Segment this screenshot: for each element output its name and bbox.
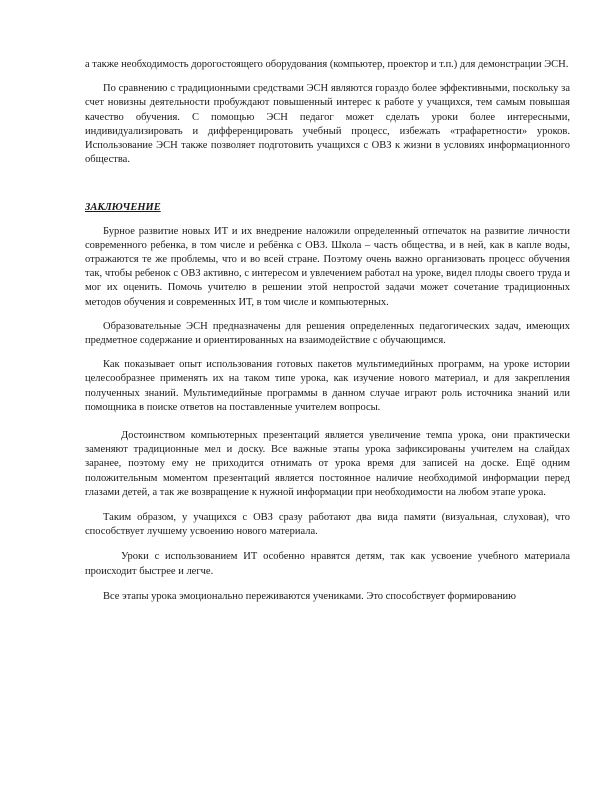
paragraph: Как показывает опыт использования готовых пакетов мультимедийных программ, на уроке истории целесообразнее применять их на таком типе урока, как изучение нового материал, и для закрепления полученных знаний. Мультимедийные программы в данном случае играют роль источника знаний или помощника в поиске ответов на поставленные учителем вопросы. [85, 359, 570, 413]
paragraph: Все этапы урока эмоционально переживаются учениками. Это способствует формированию [103, 590, 517, 602]
page-content [85, 58, 570, 604]
section-heading: ЗАКЛЮЧЕНИЕ [85, 202, 161, 214]
paragraph: Достоинством компьютерных презентаций является увеличение темпа урока, они практически заменяют традиционные мел и доску. Все важные этапы урока зафиксированы учителем на слайдах заранее, поэтому ему не приходится отнимать от урока время для записей на доске. Ещё одним положительным моментом презентаций является постоянное наличие необходимой информации перед глазами детей, а так же возвращение к нужной информации при необходимости на любом этапе урока. [85, 430, 570, 498]
paragraph: Бурное развитие новых ИТ и их внедрение наложили определенный отпечаток на развитие личности современного ребенка, в том числе и ребёнка с ОВЗ. Школа – часть общества, и в ней, как в капле воды, отражаются те же проблемы, что и во всей стране. Поэтому очень важно организовать процесс обучения так, чтобы ребенок с ОВЗ активно, с интересом и увлечением работал на уроке, видел плоды своего труда и мог их оценить. Помочь учителю в решении этой непростой задачи может сочетание традиционных методов обучения и современных ИТ, в том числе и компьютерных. [85, 225, 570, 308]
paragraph: Таким образом, у учащихся с ОВЗ сразу работают два вида памяти (визуальная, слуховая), что способствует лучшему усвоению нового материала. [85, 512, 570, 538]
paragraph: Уроки с использованием ИТ особенно нравятся детям, так как усвоение учебного материала происходит быстрее и легче. [85, 551, 570, 577]
paragraph: а также необходимость дорогостоящего оборудования (компьютер, проектор и т.п.) для демонстрации ЭСН. [85, 59, 569, 70]
paragraph: Образовательные ЭСН предназначены для решения определенных педагогических задач, имеющих предметное содержание и ориентированных на взаимодействие с обучающимся. [85, 320, 570, 347]
paragraph: По сравнению с традиционными средствами ЭСН являются гораздо более эффективными, поскольку за счет новизны деятельности пробуждают повышенный интерес к работе у учащихся, тем самым повышая качество обучения. С помощью ЭСН педагог может сделать уроки более интересными, индивидуализировать и дифференцировать учебный процесс, избежать «трафаретности» уроков. Использование ЭСН также позволяет подготовить учащихся с ОВЗ к жизни в условиях информационного общества. [85, 83, 570, 166]
